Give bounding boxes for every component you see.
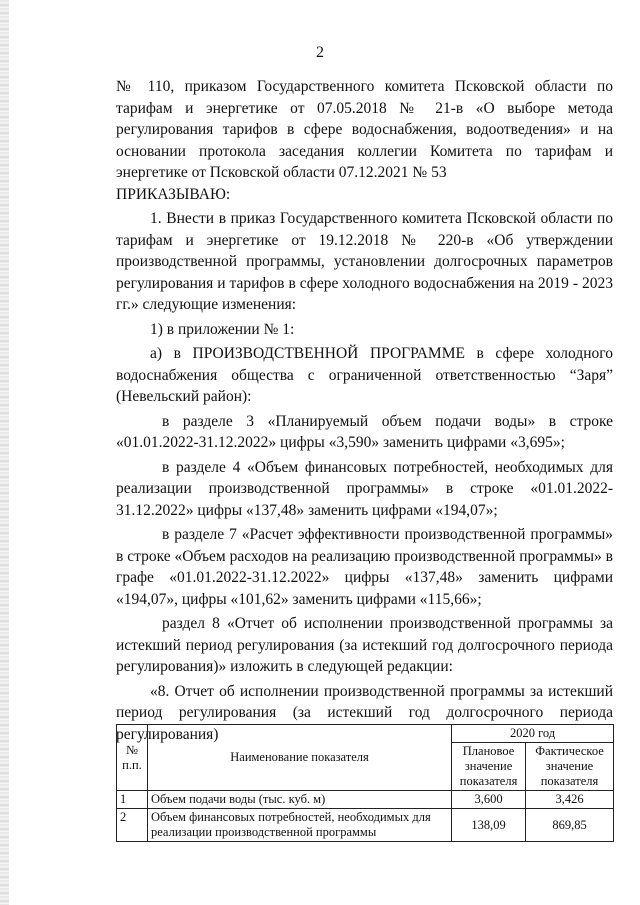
header-year: 2020 год: [452, 725, 614, 743]
paragraph-program-a: а) в ПРОИЗВОДСТВЕННОЙ ПРОГРАММЕ в сфере холодного водоснабжения общества с ограниченной ответственностью “Заря” (Невельский район):: [116, 345, 613, 405]
header-indicator-name: Наименование показателя: [147, 725, 451, 791]
row-number: 1: [117, 791, 148, 809]
paragraph-section-8-title: «8. Отчет об исполнении производственной программы за истекший период регулирования (за истекший год долгосрочного периода регулирования): [116, 682, 613, 743]
row-indicator: Объем финансовых потребностей, необходимых для реализации производственной программы: [147, 809, 451, 842]
paragraph-preamble: № 110, приказом Государственного комитета Псковской области по тарифам и энергетике от 07.05.2018 № 21-в «О выборе метода регулирования тарифов в сфере водоснабжения, водоотведения» и на основании протокола заседания коллегии Комитета по тарифам и энергетике от Псковской области 07.12.2021 № 53: [116, 78, 613, 181]
row-number: 2: [117, 809, 148, 842]
table-row: [117, 791, 614, 809]
paragraph-item-1: 1. Внести в приказ Государственного комитета Псковской области по тарифам и энергетике от 19.12.2018 № 220-в «Об утверждении производственной программы, установлении долгосрочных параметров регулирования и тарифов в сфере холодного водоснабжения на 2019 - 2023 гг.» следующие изменения:: [116, 210, 613, 313]
header-fact: Фактическое значение показателя: [526, 743, 614, 791]
paragraph-section-4: в разделе 4 «Объем финансовых потребностей, необходимых для реализации производственной программы» в строке «01.01.2022-31.12.2022» цифры «137,48» заменить цифрами «194,07»;: [116, 458, 613, 519]
paragraph-section-8: раздел 8 «Отчет об исполнении производственной программы за истекший период регулирования (за истекший год долгосрочного периода регулирования)» изложить в следующей редакции:: [116, 615, 613, 675]
page-number: 2: [316, 44, 324, 61]
table-row: [117, 809, 614, 842]
row-indicator: Объем подачи воды (тыс. куб. м): [147, 791, 451, 809]
paragraph-section-7: в разделе 7 «Расчет эффективности производственной программы» в строке «Объем расходов на реализацию производственной программы» в графе «01.01.2022-31.12.2022» цифры «137,48» заменить цифрами «194,07», цифры «101,62» заменить цифрами «115,66»;: [116, 526, 613, 608]
scan-edge-artifact: [0, 0, 9, 905]
row-fact-value: 3,426: [526, 791, 614, 809]
row-plan-value: 3,600: [452, 791, 526, 809]
header-number: № п.п.: [117, 725, 148, 791]
document-body: [116, 76, 613, 745]
row-fact-value: 869,85: [526, 809, 614, 842]
paragraph-order-heading: ПРИКАЗЫВАЮ:: [116, 185, 231, 203]
paragraph-section-3: в разделе 3 «Планируемый объем подачи воды» в строке «01.01.2022-31.12.2022» цифры «3,590» заменить цифрами «3,695»;: [116, 412, 613, 451]
row-plan-value: 138,09: [452, 809, 526, 842]
header-plan: Плановое значение показателя: [452, 743, 526, 791]
report-table: [116, 724, 614, 842]
paragraph-annex-1: 1) в приложении № 1:: [150, 320, 295, 338]
